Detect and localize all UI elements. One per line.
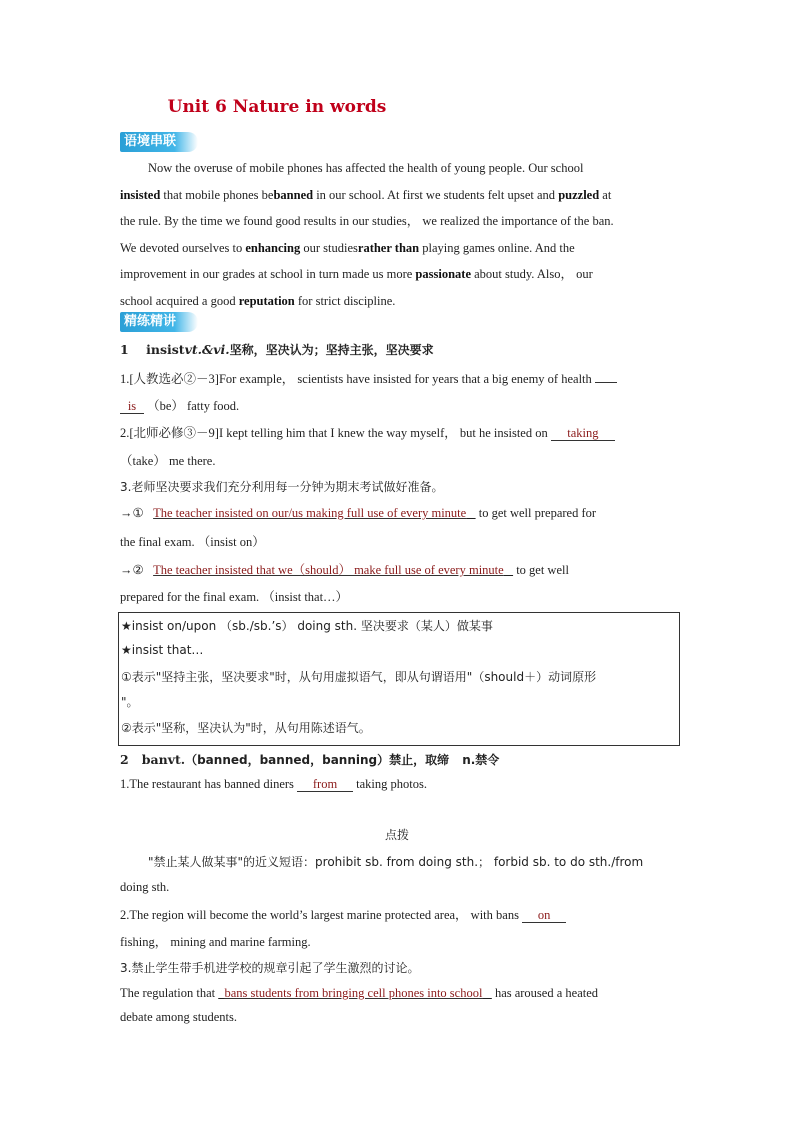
exercise-line: is （be） fatty food.: [120, 396, 674, 414]
tip-line: "禁止某人做某事"的近义短语：prohibit sb. from doing sth.； forbid sb. to do sth./from: [148, 855, 644, 869]
exercise-line: debate among students.: [120, 1010, 237, 1024]
passage-line: school acquired a good reputation for strict discipline.: [120, 293, 396, 308]
passage-line: improvement in our grades at school in turn made us more passionate about study. Also， our: [120, 267, 593, 281]
note-line: ①表示"坚持主张，坚决要求"时，从句用虚拟语气，即从句谓语用"（should＋）动词原形: [121, 670, 597, 684]
answer-text: The teacher insisted on our/us making full use of every minute: [153, 506, 467, 520]
exercise-line: the final exam. （insist on）: [120, 535, 265, 549]
answer-blank: from: [297, 777, 353, 792]
passage-line: Now the overuse of mobile phones has affected the health of young people. Our school: [148, 161, 584, 175]
note-line: ②表示"坚称，坚决认为"时，从句用陈述语气。: [121, 721, 371, 735]
answer-text: bans students from bringing cell phones into school: [224, 986, 483, 1000]
answer-blank: is: [120, 399, 144, 414]
exercise-line: fishing， mining and marine farming.: [120, 935, 311, 949]
word-heading-insist: 1 insistvt.&vi.坚称，坚决认为；坚持主张，坚决要求: [120, 342, 434, 357]
answer-blank: on: [522, 908, 566, 923]
translation-answer-2: →② The teacher insisted that we（should） make full use of every minute to get well: [120, 563, 569, 577]
page-title: Unit 6 Nature in words: [167, 97, 387, 117]
answer-text: The teacher insisted that we（should） make full use of every minute: [153, 563, 504, 577]
exercise-line: 3.禁止学生带手机进学校的规章引起了学生激烈的讨论。: [120, 961, 420, 975]
exercise-line: 1.[人教选必②－3]For example， scientists have insisted for years that a big enemy of health: [120, 369, 674, 387]
note-line: ★insist on/upon （sb./sb.’s） doing sth. 坚决要求（某人）做某事: [121, 619, 493, 633]
exercise-line: 2.The region will become the world’s largest marine protected area， with bans on: [120, 905, 674, 923]
usage-note-box: [118, 612, 680, 746]
exercise-line: 2.[北师必修③－9]I kept telling him that I knew the way myself， but he insisted on taking: [120, 423, 674, 441]
exercise-line: 1.The restaurant has banned diners from taking photos.: [120, 777, 427, 791]
context-passage: [120, 155, 674, 314]
section-banner-context: 语境串联: [120, 132, 198, 152]
exercise-line: 3.老师坚决要求我们充分利用每一分钟为期末考试做好准备。: [120, 480, 444, 494]
exercise-line: prepared for the final exam. （insist that…）: [120, 590, 349, 604]
translation-answer-1: →① The teacher insisted on our/us making full use of every minute to get well prepared for: [120, 506, 597, 520]
tip-title: 点拨: [384, 828, 409, 842]
tip-line: doing sth.: [120, 880, 170, 894]
answer-blank: taking: [551, 426, 615, 441]
note-line: ★insist that…: [121, 643, 204, 657]
passage-line: insisted that mobile phones bebanned in our school. At first we students felt upset and puzzled at: [120, 187, 612, 202]
passage-line: the rule. By the time we found good results in our studies， we realized the importance of the ban.: [120, 214, 614, 228]
exercise-line: （take） me there.: [120, 454, 216, 468]
section-banner-practice: 精练精讲: [120, 312, 198, 332]
exercise-line: The regulation that bans students from bringing cell phones into school has aroused a heated: [120, 986, 599, 1000]
passage-line: We devoted ourselves to enhancing our studiesrather than playing games online. And the: [120, 240, 575, 255]
word-heading-ban: 2 banvt.（banned，banned，banning）禁止，取缔 n.禁令: [120, 752, 500, 767]
note-line: "。: [121, 695, 139, 709]
